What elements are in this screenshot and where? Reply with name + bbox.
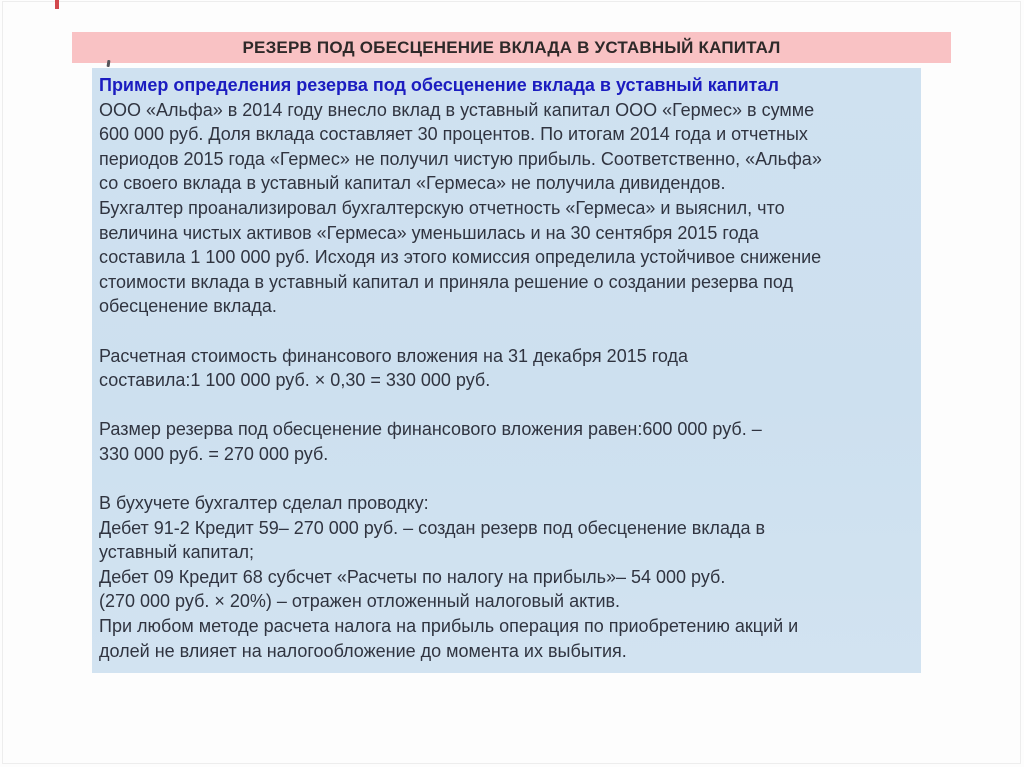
- body-line: уставный капитал;: [99, 542, 254, 563]
- body-line: обесценение вклада.: [99, 296, 277, 317]
- body-line: составила:1 100 000 руб. × 0,30 = 330 000 руб.: [99, 370, 491, 391]
- body-line: Размер резерва под обесценение финансового вложения равен:600 000 руб. –: [99, 419, 762, 440]
- slide-title: РЕЗЕРВ ПОД ОБЕСЦЕНЕНИЕ ВКЛАДА В УСТАВНЫЙ КАПИТАЛ: [242, 37, 781, 57]
- body-line: При любом методе расчета налога на прибыль операция по приобретению акций и: [99, 616, 799, 637]
- body-line: со своего вклада в уставный капитал «Гермеса» не получила дивидендов.: [99, 173, 726, 194]
- body-line: составила 1 100 000 руб. Исходя из этого комиссия определила устойчивое снижение: [99, 247, 822, 268]
- stray-tick-mark: [107, 60, 111, 67]
- body-line: долей не влияет на налогообложение до момента их выбытия.: [99, 640, 627, 661]
- body-line: Бухгалтер проанализировал бухгалтерскую отчетность «Гермеса» и выяснил, что: [99, 197, 785, 218]
- body-line-blank: [99, 467, 915, 492]
- red-artifact-mark: [55, 0, 59, 9]
- body-line: 330 000 руб. = 270 000 руб.: [99, 443, 329, 464]
- content-heading: Пример определения резерва под обесценение вклада в уставный капитал: [99, 75, 779, 95]
- body-line: (270 000 руб. × 20%) – отражен отложенный налоговый актив.: [99, 591, 621, 612]
- body-line-blank: [99, 393, 915, 418]
- content-panel: [92, 68, 921, 673]
- body-line: Расчетная стоимость финансового вложения на 31 декабря 2015 года: [99, 345, 689, 366]
- body-line: 600 000 руб. Доля вклада составляет 30 процентов. По итогам 2014 года и отчетных: [99, 124, 808, 145]
- slide-title-bar: [72, 32, 951, 63]
- body-line: ООО «Альфа» в 2014 году внесло вклад в уставный капитал ООО «Гермес» в сумме: [99, 99, 815, 120]
- body-line: Дебет 09 Кредит 68 субсчет «Расчеты по налогу на прибыль»– 54 000 руб.: [99, 566, 726, 587]
- body-line: стоимости вклада в уставный капитал и приняла решение о создании резерва под: [99, 271, 793, 292]
- body-line: В бухучете бухгалтер сделал проводку:: [99, 493, 429, 514]
- body-line: периодов 2015 года «Гермес» не получил чистую прибыль. Соответственно, «Альфа»: [99, 148, 822, 169]
- body-line-blank: [99, 319, 915, 344]
- body-line: Дебет 91-2 Кредит 59– 270 000 руб. – создан резерв под обесценение вклада в: [99, 517, 766, 538]
- body-line: величина чистых активов «Гермеса» уменьшилась и на 30 сентября 2015 года: [99, 222, 759, 243]
